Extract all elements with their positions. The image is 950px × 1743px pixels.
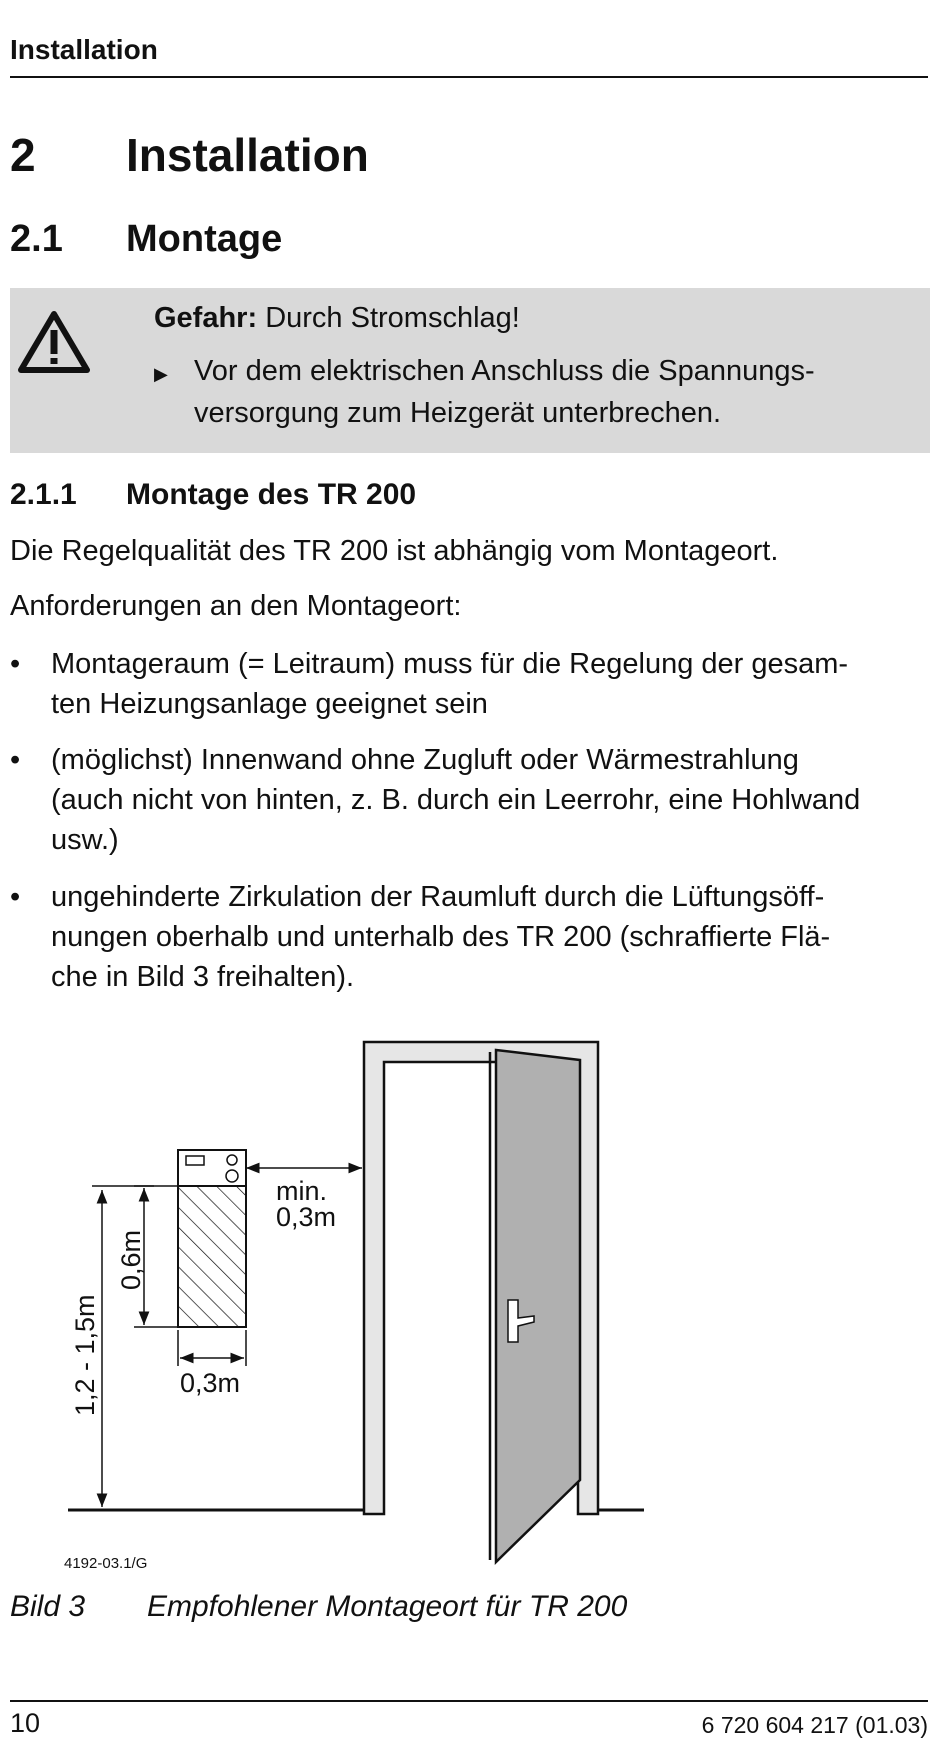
- bullet-icon: •: [10, 744, 21, 776]
- section-number: 2: [10, 129, 36, 181]
- subsubsection-number: 2.1.1: [10, 478, 77, 511]
- subsection-number: 2.1: [10, 218, 63, 260]
- mounting-height-label: 1,2 - 1,5m: [70, 1294, 100, 1416]
- section-title: Installation: [126, 129, 369, 181]
- danger-label: Gefahr:: [154, 302, 258, 334]
- bullet-icon: •: [10, 648, 21, 680]
- list-item-line: Montageraum (= Leitraum) muss für die Regelung der gesam-: [51, 648, 849, 680]
- header-divider: [10, 76, 928, 78]
- page-number: 10: [10, 1708, 41, 1738]
- danger-notice: [10, 288, 930, 453]
- danger-instruction-line: versorgung zum Heizgerät unterbrechen.: [194, 397, 722, 429]
- min-label: min.: [276, 1176, 328, 1206]
- door-gap-label: 0,3m: [276, 1202, 337, 1232]
- list-item-line: ungehinderte Zirkulation der Raumluft durch die Lüftungsöff-: [51, 881, 825, 913]
- list-item-line: usw.): [51, 824, 119, 856]
- list-item-line: ten Heizungsanlage geeignet sein: [51, 688, 488, 720]
- figure-caption: [10, 1590, 628, 1624]
- clearance-area: [178, 1186, 246, 1327]
- list-item-line: (möglichst) Innenwand ohne Zugluft oder Wärmestrahlung: [51, 744, 799, 776]
- danger-title: [154, 302, 520, 335]
- body-paragraph: Anforderungen an den Montageort:: [10, 590, 462, 622]
- arrow-right-icon: ▶: [154, 364, 168, 384]
- running-header: Installation: [10, 34, 158, 65]
- document-id: 6 720 604 217 (01.03): [701, 1712, 928, 1738]
- body-paragraph: Die Regelqualität des TR 200 ist abhängig vom Montageort.: [10, 535, 779, 567]
- mounting-diagram: [0, 1030, 950, 1570]
- warning-triangle-icon: [18, 310, 90, 374]
- list-item-line: nungen oberhalb und unterhalb des TR 200 (schraffierte Flä-: [51, 921, 831, 953]
- caption-text: Empfohlener Montageort für TR 200: [147, 1590, 628, 1623]
- subsubsection-title: Montage des TR 200: [126, 478, 417, 511]
- vertical-clearance-label: 0,6m: [116, 1229, 146, 1290]
- footer-divider: [10, 1700, 928, 1702]
- figure-id: 4192-03.1/G: [64, 1555, 148, 1572]
- caption-number: Bild 3: [10, 1590, 86, 1623]
- danger-instruction-line: Vor dem elektrischen Anschluss die Spannungs-: [194, 355, 815, 387]
- bullet-icon: •: [10, 881, 21, 913]
- horizontal-clearance-label: 0,3m: [180, 1368, 241, 1398]
- list-item-line: (auch nicht von hinten, z. B. durch ein Leerrohr, eine Hohlwand: [51, 784, 861, 816]
- danger-message: Durch Stromschlag!: [265, 302, 520, 334]
- subsection-title: Montage: [126, 218, 283, 260]
- list-item-line: che in Bild 3 freihalten).: [51, 961, 355, 993]
